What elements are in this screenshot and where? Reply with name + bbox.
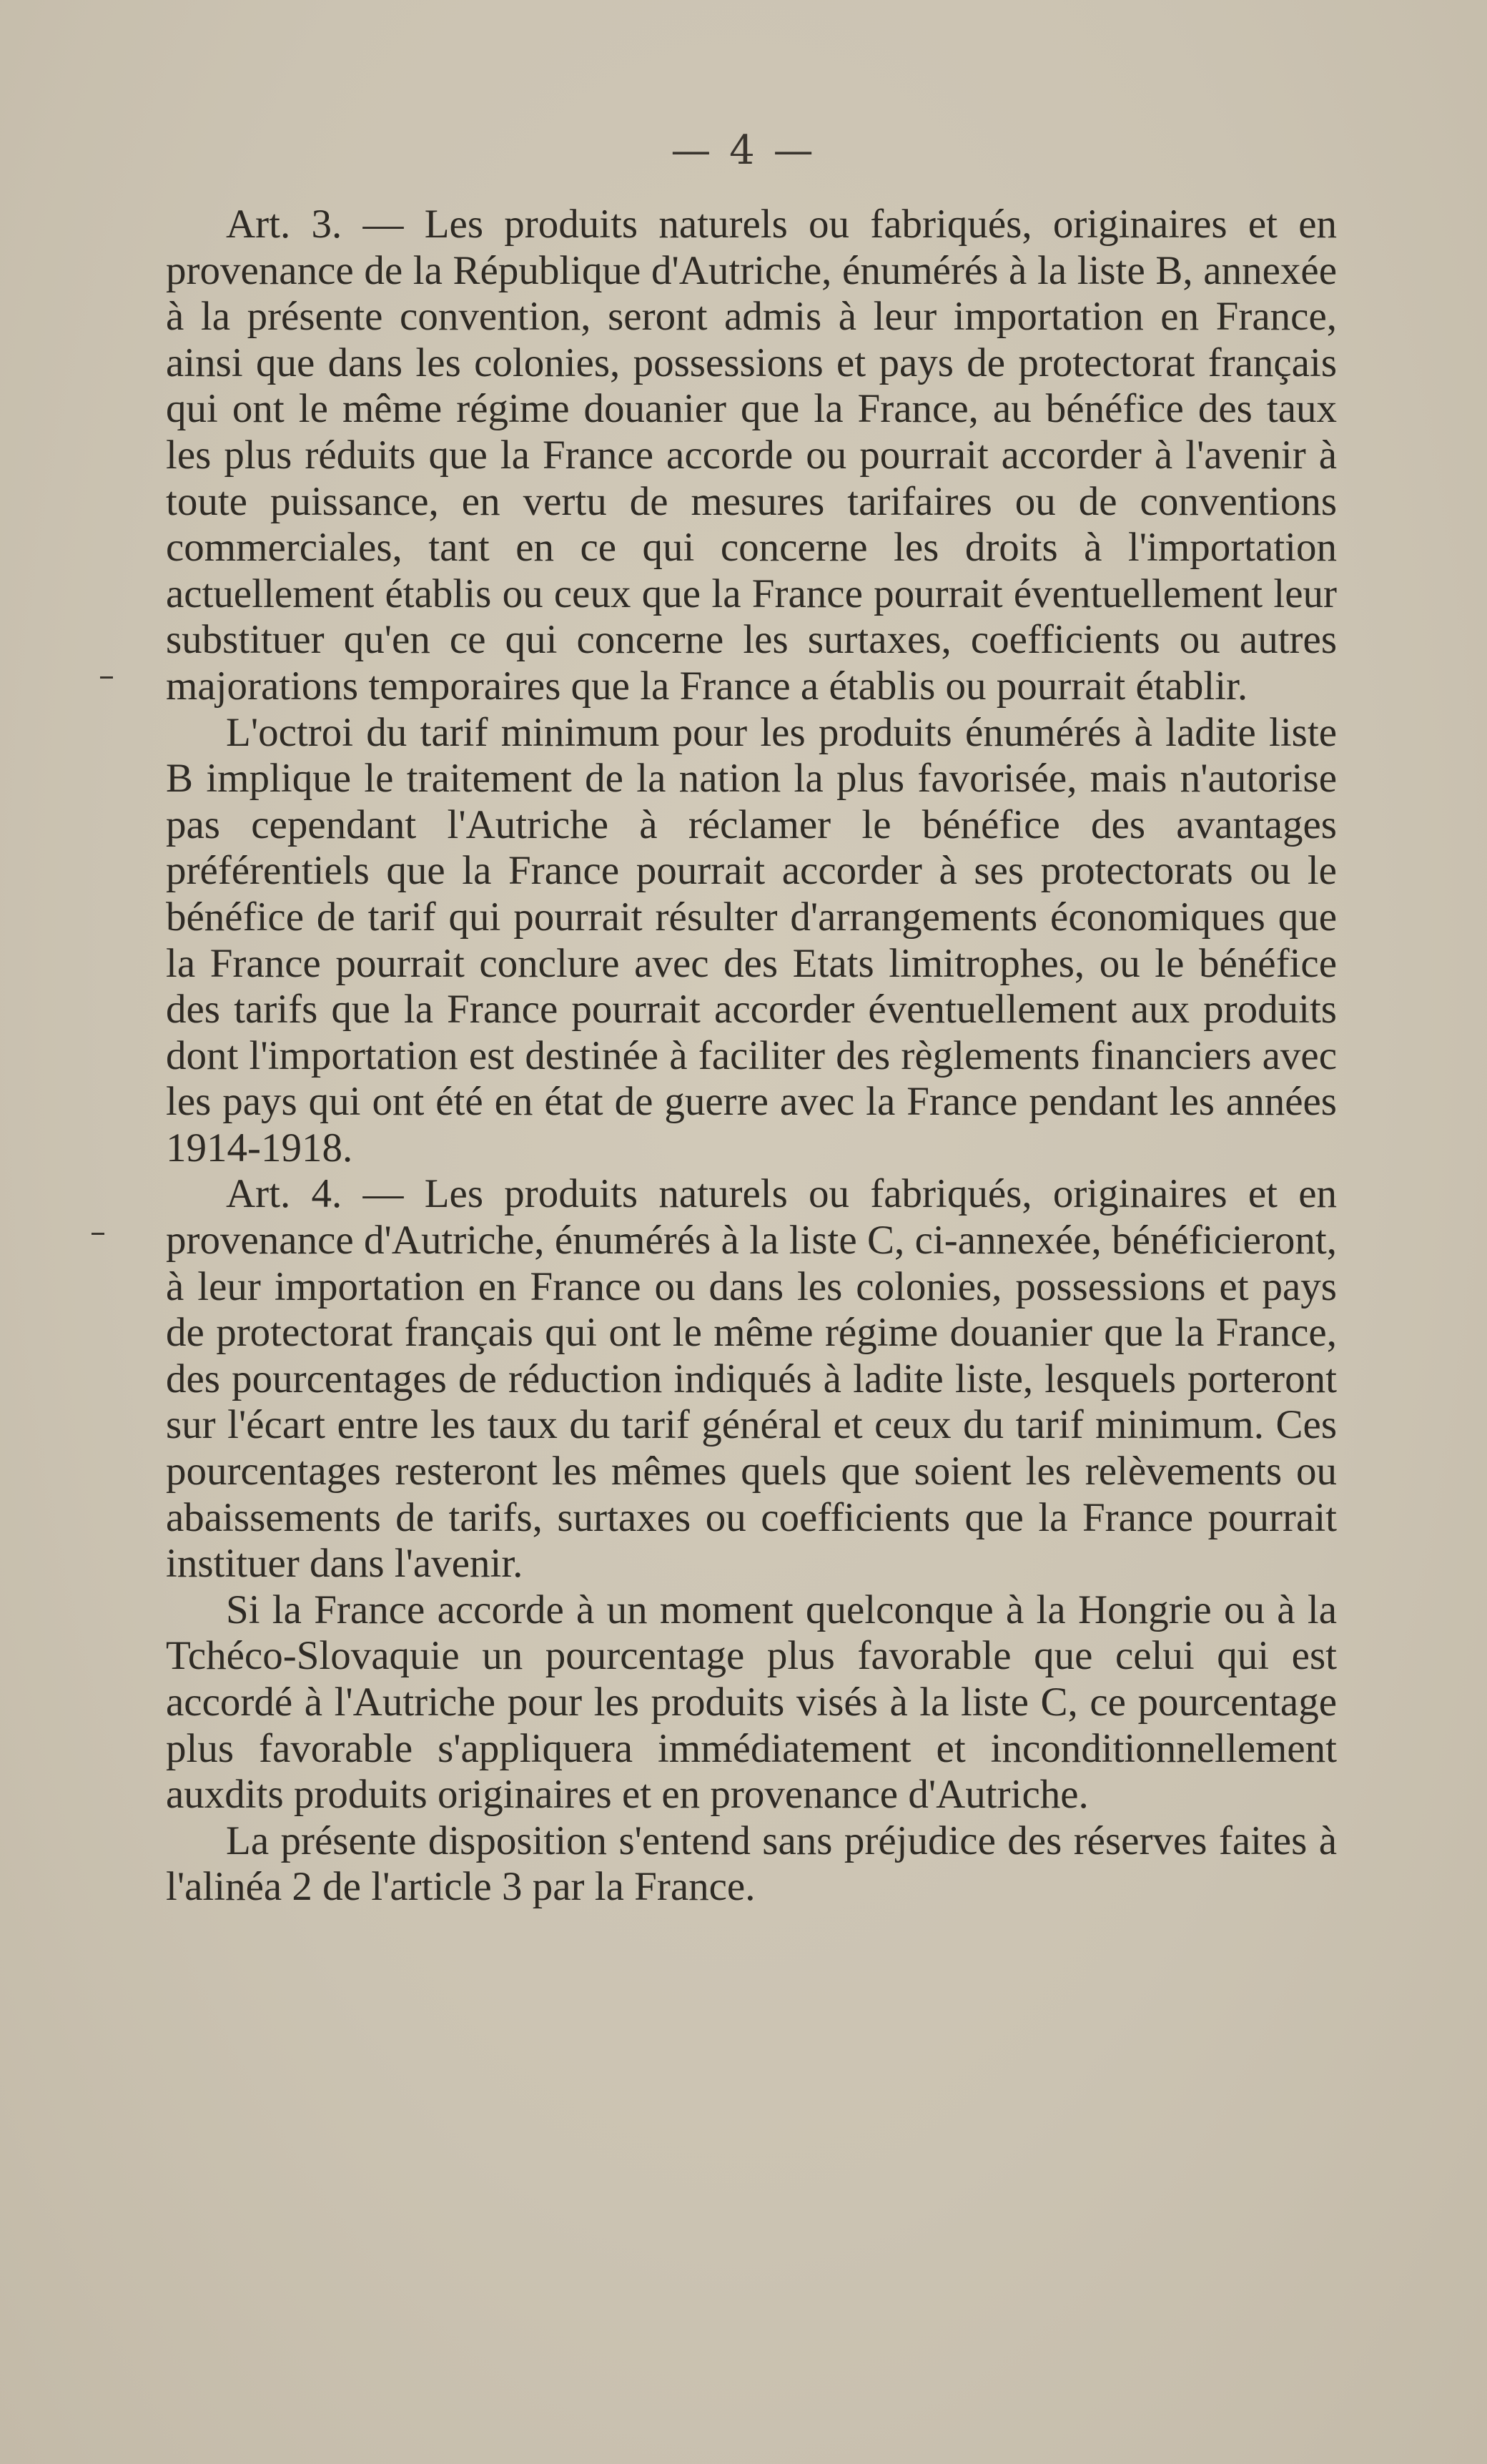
- margin-mark: [92, 1233, 104, 1235]
- body-text: [166, 202, 1337, 1911]
- paragraph-art3-tarif-minimum: L'octroi du tarif minimum pour les produits énumérés à ladite liste B implique le traitement de la nation la plus favorisée, mais n'autorise pas cependant l'Autriche à réclamer le bénéfice des avantages préférentiels que la France pourrait accorder à ses protectorats ou le bénéfice de tarif qui pourrait résulter d'arrangements économiques que la France pourrait conclure avec des Etats limitrophes, ou le bénéfice des tarifs que la France pourrait accorder éventuellement aux produits dont l'importation est destinée à faciliter des règlements financiers avec les pays qui ont été en état de guerre avec la France pendant les années 1914-1918.: [166, 709, 1337, 1171]
- page-number: — 4 —: [671, 127, 816, 174]
- paragraph-art4-hongrie: Si la France accorde à un moment quelconque à la Hongrie ou à la Tchéco-Slovaquie un pourcentage plus favorable que celui qui est accordé à l'Autriche pour les produits visés à la liste C, ce pourcentage plus favorable s'appliquera immédiatement et inconditionnellement auxdits produits originaires et en provenance d'Autriche.: [166, 1587, 1337, 1818]
- paragraph-art4: Art. 4. — Les produits naturels ou fabriqués, originaires et en provenance d'Autriche, énumérés à la liste C, ci-annexée, bénéficieront, à leur importation en France ou dans les colonies, possessions et pays de protectorat français qui ont le même régime douanier que la France, des pourcentages de réduction indiqués à ladite liste, lesquels porteront sur l'écart entre les taux du tarif général et ceux du tarif minimum. Ces pourcentages resteront les mêmes quels que soient les relèvements ou abaissements de tarifs, surtaxes ou coefficients que la France pourrait instituer dans l'avenir.: [166, 1171, 1337, 1587]
- paragraph-art4-disposition: La présente disposition s'entend sans préjudice des réserves faites à l'alinéa 2 de l'article 3 par la France.: [166, 1818, 1337, 1910]
- paragraph-art3: Art. 3. — Les produits naturels ou fabriqués, originaires et en provenance de la République d'Autriche, énumérés à la liste B, annexée à la présente convention, seront admis à leur importation en France, ainsi que dans les colonies, possessions et pays de protectorat français qui ont le même régime douanier que la France, au bénéfice des taux les plus réduits que la France accorde ou pourrait accorder à l'avenir à toute puissance, en vertu de mesures tarifaires ou de conventions commerciales, tant en ce qui concerne les droits à l'importation actuellement établis ou ceux que la France pourrait éventuellement leur substituer qu'en ce qui concerne les surtaxes, coefficients ou autres majorations temporaires que la France a établis ou pourrait établir.: [166, 202, 1337, 709]
- margin-mark: [100, 676, 113, 679]
